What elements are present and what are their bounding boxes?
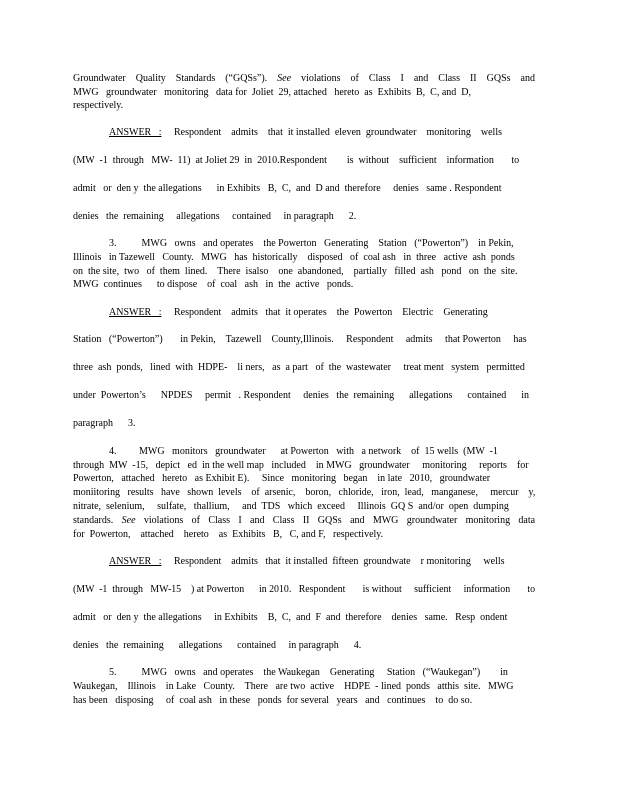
answer-3-line-3: three ash ponds, lined with HDPE- li ners, as a part of the wastewater treat ment system permitted: [73, 362, 525, 373]
para-3-line-1: 3. MWG owns and operates the Powerton Generating Station (“Powerton”) in Pekin,: [109, 238, 514, 249]
answer-text: Respondent admits that it installed eleven groundwater monitoring wells: [161, 127, 502, 138]
line-2: MWG groundwater monitoring data for Joliet 29, attached hereto as Exhibits B, C, and D,: [73, 87, 471, 98]
answer-4-line-2: (MW -1 through MW-15 ) at Powerton in 2010. Respondent is without sufficient information to: [73, 584, 536, 595]
answer-4-line-3: admit or den y the allegations in Exhibits B, C, and F and therefore denies same. Resp ondent: [73, 612, 508, 623]
para-5-line-1: 5. MWG owns and operates the Waukegan Generating Station (“Waukegan”) in: [109, 667, 508, 678]
answer-heading: ANSWER :: [109, 127, 162, 138]
para-4-line-4: moniitoring results have shown levels of arsenic, boron, chloride, iron, lead, manganese, mercur y,: [73, 487, 536, 498]
answer-4-line-1: ANSWER : Respondent admits that it installed fifteen groundwate r monitoring wells: [109, 556, 505, 567]
line-3: respectively.: [73, 100, 124, 111]
para-3-line-2: Illinois in Tazewell County. MWG has historically disposed of coal ash in three active ash ponds: [73, 252, 515, 263]
para-4-line-1: 4. MWG monitors groundwater at Powerton with a network of 15 wells (MW -1: [109, 446, 498, 457]
line-1: Groundwater Quality Standards (“GQSs”). See violations of Class I and Class II GQSs and: [73, 73, 535, 84]
answer-3-line-2: Station (“Powerton”) in Pekin, Tazewell County,Illinois. Respondent admits that Powerton has: [73, 334, 527, 345]
para-5-line-3: has been disposing of coal ash in these ponds for several years and continues to do so.: [73, 695, 473, 706]
para-4-line-5: nitrate, selenium, sulfate, thallium, and TDS which exceed Illinois GQ S and/or open dumping: [73, 501, 509, 512]
para-4-line-7: for Powerton, attached hereto as Exhibits B, C, and F, respectively.: [73, 529, 384, 540]
answer-3-line-5: paragraph 3.: [73, 418, 136, 429]
answer-4-line-4: denies the remaining allegations contained in paragraph 4.: [73, 640, 362, 651]
para-5-line-2: Waukegan, Illinois in Lake County. There are two active HDPE - lined ponds atthis site. MWG: [73, 681, 514, 692]
para-4-line-3: Powerton, attached hereto as Exhibit E). Since monitoring began in late 2010, groundwater: [73, 473, 491, 484]
answer-2-line-1: [109, 127, 535, 139]
answer-2-line-2: (MW -1 through MW- 11) at Joliet 29 in 2010.Respondent is without sufficient information to: [73, 155, 520, 166]
para-3-line-4: MWG continues to dispose of coal ash in the active ponds.: [73, 279, 354, 290]
answer-3-line-1: ANSWER : Respondent admits that it operates the Powerton Electric Generating: [109, 307, 488, 318]
answer-3-line-4: under Powerton’s NPDES permit . Respondent denies the remaining allegations contained in: [73, 390, 530, 401]
para-3-line-3: on the site, two of them lined. There isalso one abandoned, partially filled ash pond on the site.: [73, 266, 518, 277]
answer-2-line-3: admit or den y the allegations in Exhibits B, C, and D and therefore denies same . Respondent: [73, 183, 502, 194]
para-4-line-6: standards. See violations of Class I and Class II GQSs and MWG groundwater monitoring data: [73, 515, 536, 526]
para-4-line-2: through MW -15, depict ed in the well map included in MWG groundwater monitoring reports for: [73, 460, 529, 471]
answer-2-line-4: denies the remaining allegations contained in paragraph 2.: [73, 211, 357, 222]
